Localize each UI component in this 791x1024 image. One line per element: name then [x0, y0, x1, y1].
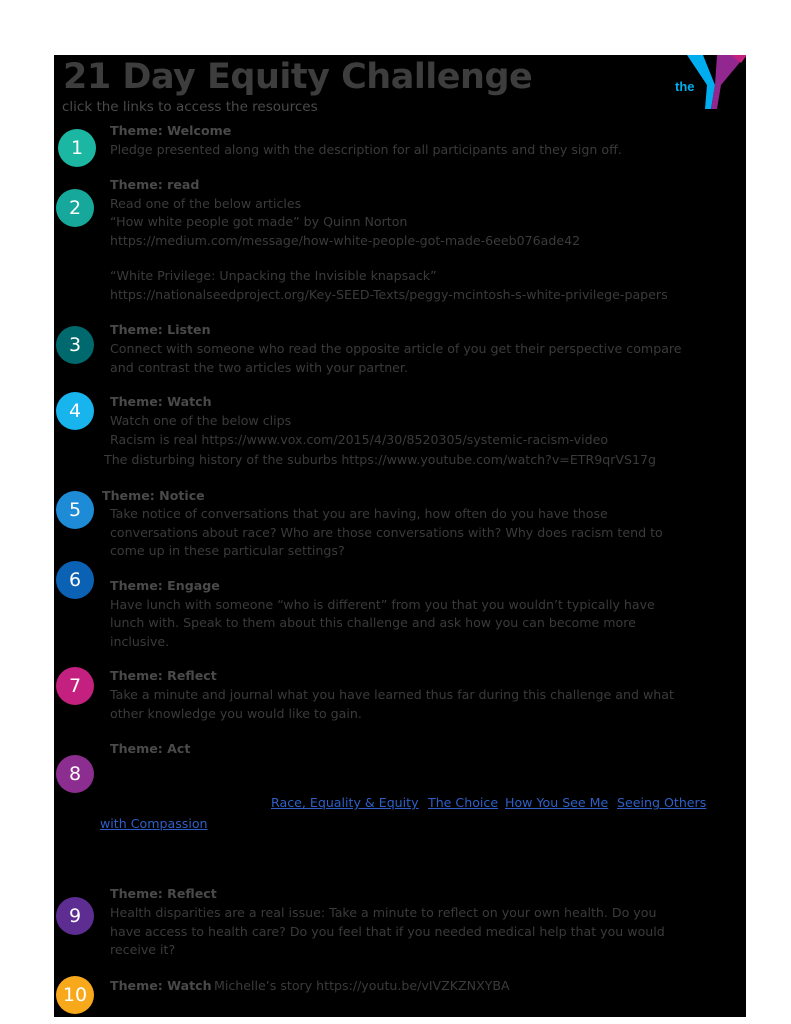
day-3-theme: Theme: Listen [110, 322, 211, 337]
day-9-text-line: Health disparities are a real issue: Take a minute to reflect on your own health. Do you [110, 905, 657, 920]
day-9-badge: 9 [56, 897, 94, 935]
day-1-text-line: Pledge presented along with the description for all participants and they sign off. [110, 142, 622, 157]
day-2-text-line: Read one of the below articles [110, 196, 302, 211]
day-7-badge: 7 [56, 667, 94, 705]
ymca-logo [673, 55, 746, 109]
page-title: 21 Day Equity Challenge [63, 57, 533, 97]
day-8-badge: 8 [56, 755, 94, 793]
day-9-theme: Theme: Reflect [110, 886, 217, 901]
day-8-theme: Theme: Act [110, 741, 191, 756]
day-3-text-line: Connect with someone who read the opposite article of you get their perspective compare [110, 341, 682, 356]
day-6-text-line: inclusive. [110, 634, 170, 649]
seeing-others-link[interactable]: Seeing Others [617, 795, 707, 810]
day-3-badge: 3 [56, 326, 94, 364]
day-4-theme: Theme: Watch [110, 394, 212, 409]
day-2-article-url[interactable]: https://nationalseedproject.org/Key-SEED-Texts/peggy-mcintosh-s-white-privilege-papers [110, 287, 668, 302]
document-page [54, 55, 746, 1017]
day-4-text-line: Watch one of the below clips [110, 413, 292, 428]
day-6-text-line: Have lunch with someone “who is different” from you that you wouldn’t typically have [110, 597, 655, 612]
day-5-theme: Theme: Notice [102, 488, 205, 503]
day-2-theme: Theme: read [110, 177, 200, 192]
day-5-text-line: Take notice of conversations that you are having, how often do you have those [110, 506, 608, 521]
day-10-theme: Theme: Watch [110, 978, 212, 993]
the-choice-link[interactable]: The Choice [428, 795, 499, 810]
day-5-text-line: conversations about race? Who are those conversations with? Why does racism tend to [110, 525, 663, 540]
day-9-text-line: receive it? [110, 942, 176, 957]
day-1-theme: Theme: Welcome [110, 123, 232, 138]
day-10-badge: 10 [56, 976, 94, 1014]
how-you-see-me-link[interactable]: How You See Me [505, 795, 609, 810]
day-4-badge: 4 [56, 392, 94, 430]
day-6-text-line: lunch with. Speak to them about this challenge and ask how you can become more [110, 615, 636, 630]
day-6-theme: Theme: Engage [110, 578, 220, 593]
day-7-text-line: Take a minute and journal what you have learned thus far during this challenge and what [110, 687, 674, 702]
page-subtitle: click the links to access the resources [62, 99, 318, 115]
day-10-text-line[interactable]: Michelle’s story https://youtu.be/vIVZKZNXYBA [214, 978, 510, 993]
day-2-article-url[interactable]: https://medium.com/message/how-white-people-got-made-6eeb076ade42 [110, 233, 581, 248]
day-2-article-title: “White Privilege: Unpacking the Invisible knapsack” [110, 268, 437, 283]
day-7-theme: Theme: Reflect [110, 668, 217, 683]
logo-text: the [675, 79, 695, 94]
race-equality-equity-link[interactable]: Race, Equality & Equity [271, 795, 419, 810]
day-9-text-line: have access to health care? Do you feel that if you needed medical help that you would [110, 924, 665, 939]
day-7-text-line: other knowledge you would like to gain. [110, 706, 362, 721]
day-3-text-line: and contrast the two articles with your partner. [110, 360, 408, 375]
day-6-badge: 6 [56, 561, 94, 599]
day-5-text-line: come up in these particular settings? [110, 543, 345, 558]
day-2-badge: 2 [56, 189, 94, 227]
with-compassion-link[interactable]: with Compassion [100, 816, 208, 831]
day-5-badge: 5 [56, 491, 94, 529]
day-2-article-title: “How white people got made” by Quinn Norton [110, 214, 408, 229]
day-4-clip-link[interactable]: The disturbing history of the suburbs https://www.youtube.com/watch?v=ETR9qrVS17g [104, 452, 657, 467]
day-1-badge: 1 [58, 129, 96, 167]
day-4-clip-link[interactable]: Racism is real https://www.vox.com/2015/4/30/8520305/systemic-racism-video [110, 432, 609, 447]
